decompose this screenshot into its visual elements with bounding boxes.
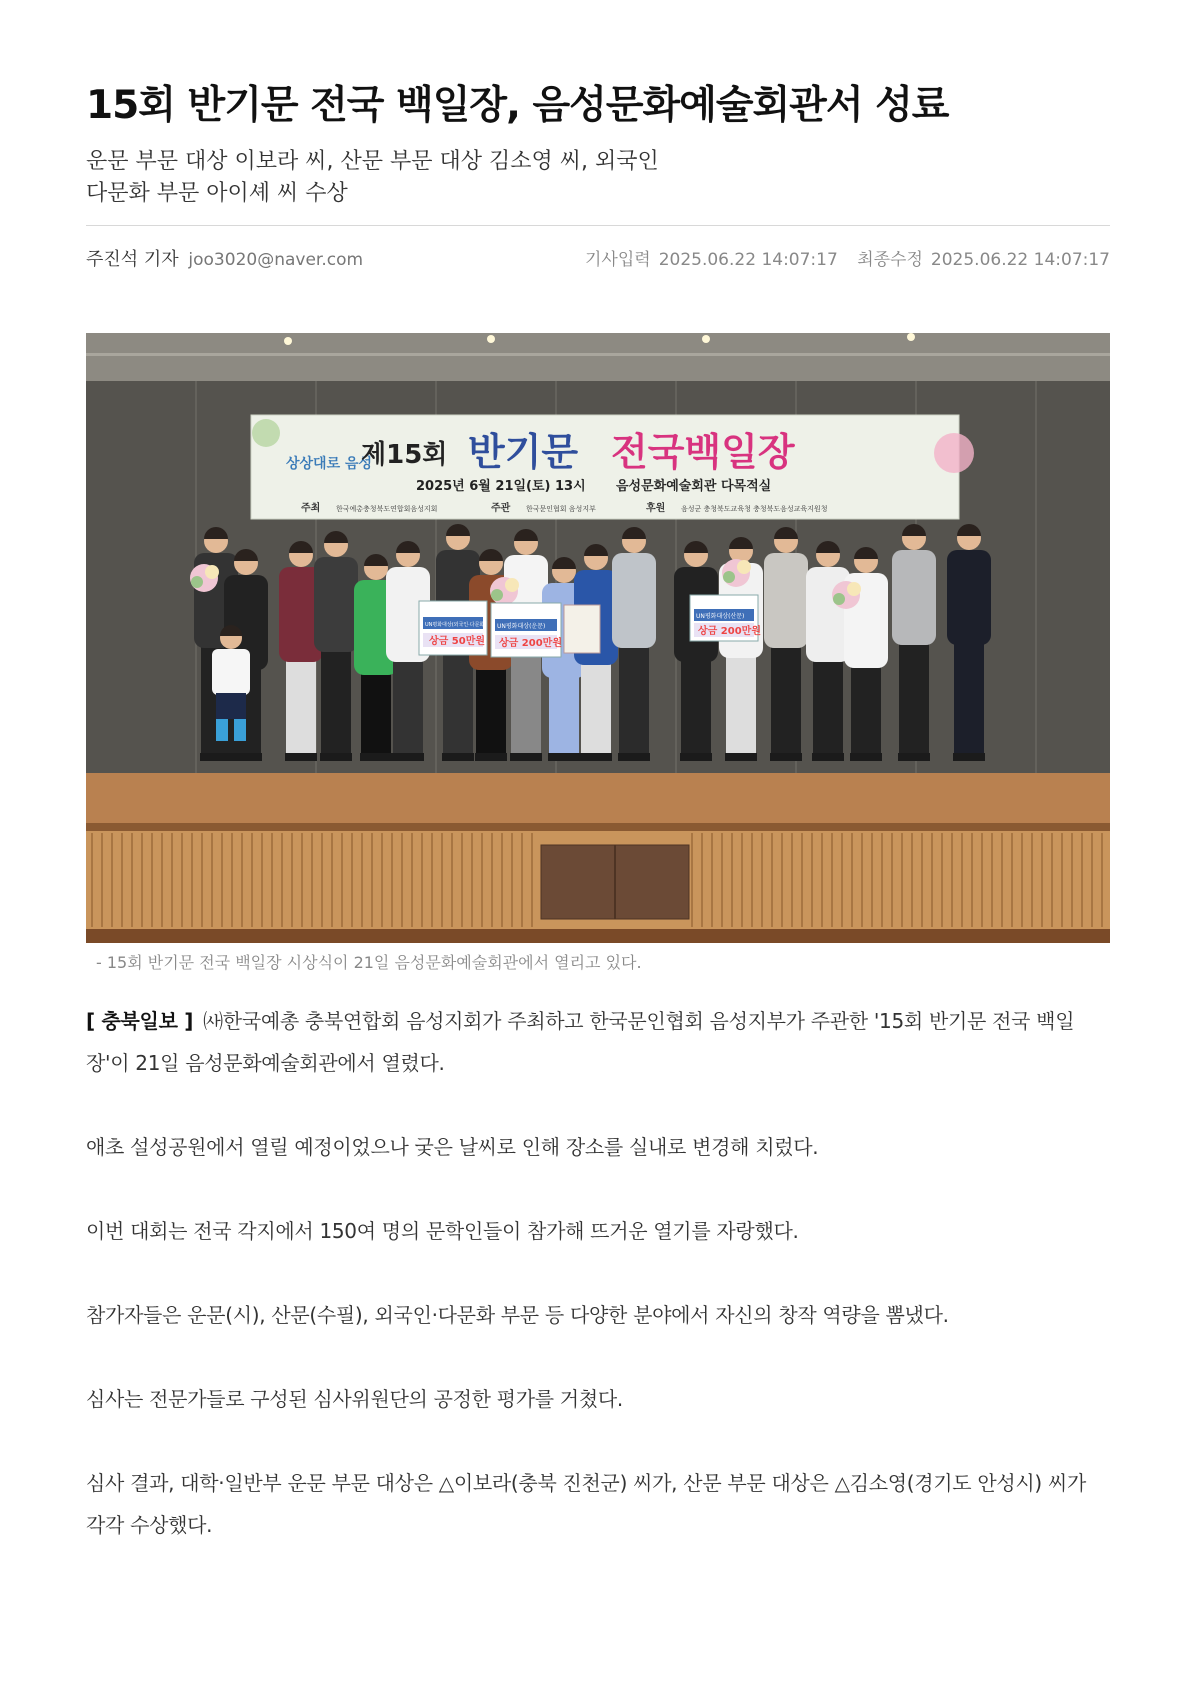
article-title: 15회 반기문 전국 백일장, 음성문화예술회관서 성료 bbox=[86, 83, 949, 128]
banner-logo: 상상대로 음성 bbox=[286, 456, 373, 472]
updated-label: 최종수정 bbox=[857, 250, 923, 270]
ceremony-photo-illustration bbox=[86, 333, 1110, 943]
banner-date: 2025년 6월 21일(토) 13시 bbox=[416, 479, 586, 494]
banner-title-1: 반기문 bbox=[468, 430, 579, 474]
award-board-3-prize: 상금 200만원 bbox=[698, 626, 761, 637]
award-board-1-title: UN평화대상(외국인·다문화) bbox=[425, 622, 487, 628]
paragraph-1-text: ㈔한국예총 충북연합회 음성지회가 주최하고 한국문인협회 음성지부가 주관한 '15회 반기문 전국 백일장'이 21일 음성문화예술회관에서 열렸다. bbox=[86, 1009, 1075, 1075]
award-board-2-title: UN평화대상(운문) bbox=[497, 623, 546, 630]
paragraph-4: 참가자들은 운문(시), 산문(수필), 외국인·다문화 부문 등 다양한 분야에서 자신의 창작 역량을 뽐냈다. bbox=[86, 1303, 949, 1327]
banner-venue: 음성문화예술회관 다목적실 bbox=[616, 479, 772, 494]
photo-caption: - 15회 반기문 전국 백일장 시상식이 21일 음성문화예술회관에서 열리고 있다. bbox=[96, 953, 642, 972]
article-subtitle: 운문 부문 대상 이보라 씨, 산문 부문 대상 김소영 씨, 외국인 다문화 부문 아이셰 씨 수상 bbox=[86, 149, 659, 206]
paragraph-2: 애초 설성공원에서 열릴 예정이었으나 궂은 날씨로 인해 장소를 실내로 변경해 치렀다. bbox=[86, 1135, 819, 1159]
updated-date: 2025.06.22 14:07:17 bbox=[930, 250, 1110, 270]
author-email[interactable]: joo3020@naver.com bbox=[188, 250, 364, 270]
banner-host-label: 주최 bbox=[301, 503, 321, 514]
award-board-3-title: UN평화대상(산문) bbox=[696, 613, 745, 620]
award-board-1 bbox=[419, 601, 487, 655]
author-name: 주진석 기자 bbox=[86, 249, 179, 270]
banner-org-label: 주관 bbox=[491, 503, 511, 514]
banner-title-2: 전국백일장 bbox=[611, 430, 795, 474]
banner-edition: 제15회 bbox=[361, 440, 448, 470]
published-label: 기사입력 bbox=[585, 250, 651, 270]
stage-floor bbox=[86, 773, 1110, 828]
header-divider bbox=[86, 225, 1110, 226]
banner-sponsor-label: 후원 bbox=[646, 503, 666, 514]
news-source: [ 충북일보 ] bbox=[86, 1009, 194, 1033]
paragraph-5: 심사는 전문가들로 구성된 심사위원단의 공정한 평가를 거쳤다. bbox=[86, 1387, 623, 1411]
byline bbox=[86, 245, 363, 271]
paragraph-1 bbox=[86, 1000, 1110, 1084]
paragraph-3: 이번 대회는 전국 각지에서 150여 명의 문학인들이 참가해 뜨거운 열기를 자랑했다. bbox=[86, 1219, 799, 1243]
award-board-2 bbox=[491, 603, 562, 657]
event-banner bbox=[251, 415, 974, 519]
award-board-3 bbox=[690, 595, 761, 641]
article-dates bbox=[585, 245, 1110, 270]
award-board-2-prize: 상금 200만원 bbox=[499, 638, 562, 649]
award-board-1-prize: 상금 50만원 bbox=[429, 636, 486, 647]
banner-sponsors: 음성군 충청북도교육청 충청북도음성교육지원청 bbox=[681, 505, 828, 513]
banner-host: 한국예총충청북도연합회음성지회 bbox=[336, 505, 438, 513]
article-photo[interactable] bbox=[86, 333, 1110, 943]
ceiling bbox=[86, 333, 1110, 381]
paragraph-6: 심사 결과, 대학·일반부 운문 부문 대상은 △이보라(충북 진천군) 씨가, 산문 부문 대상은 △김소영(경기도 안성시) 씨가 각각 수상했다. bbox=[86, 1471, 1087, 1537]
article-body bbox=[86, 1000, 1110, 1588]
published-date: 2025.06.22 14:07:17 bbox=[658, 250, 838, 270]
banner-org: 한국문인협회 음성지부 bbox=[526, 505, 596, 513]
